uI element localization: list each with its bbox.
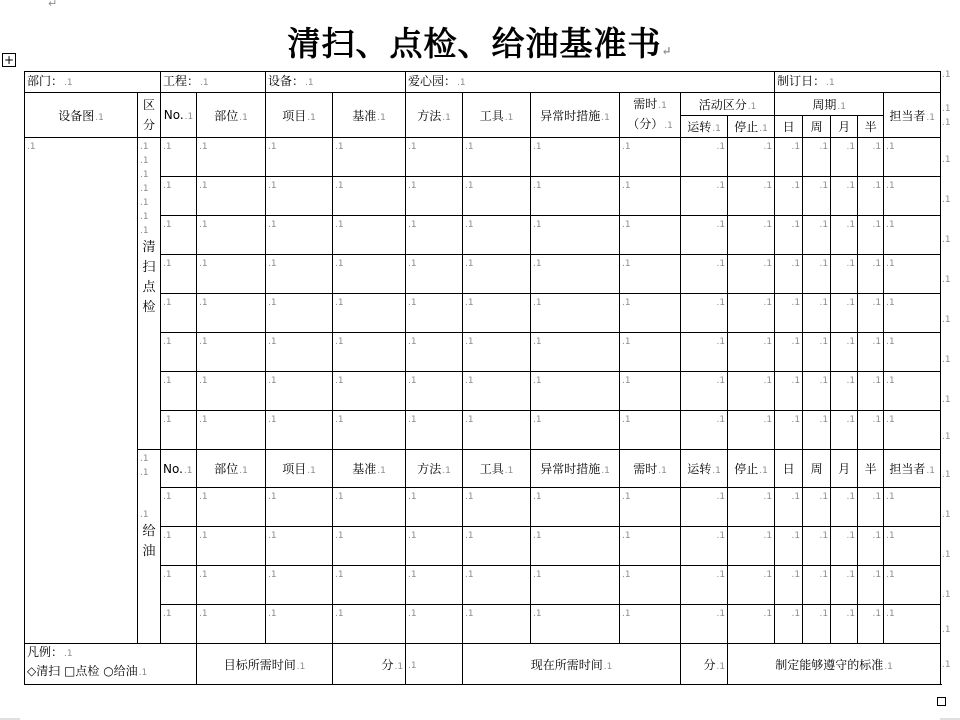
row-end-mark: .1	[942, 275, 951, 285]
cell[interactable]: .1	[803, 216, 831, 255]
oil-tool-header: 工具.1	[463, 450, 531, 488]
cell[interactable]: .1	[463, 216, 531, 255]
cell[interactable]: .1	[406, 605, 463, 644]
oil-item-header: 项目.1	[266, 450, 333, 488]
cell[interactable]: .1	[775, 411, 803, 450]
oil-stop-header: 停止.1	[728, 450, 775, 488]
table-row	[25, 566, 941, 605]
no-header: No..1	[161, 93, 197, 138]
cell[interactable]: .1	[884, 255, 941, 294]
cell[interactable]: .1	[266, 255, 333, 294]
cell[interactable]: .1	[161, 527, 197, 566]
oil-day-header: 日	[775, 450, 803, 488]
tool-header: 工具.1	[463, 93, 531, 138]
legend-title: 凡例：	[27, 645, 64, 659]
cell[interactable]: .1	[831, 216, 858, 255]
cell[interactable]: .1	[803, 411, 831, 450]
oil-header-row	[25, 450, 941, 488]
oil-no-header: No..1	[161, 450, 197, 488]
cell[interactable]: .1	[161, 605, 197, 644]
cell[interactable]: .1	[884, 372, 941, 411]
cell[interactable]: .1	[333, 605, 406, 644]
week-header: 周	[803, 116, 831, 138]
cell[interactable]: .1	[728, 255, 775, 294]
cell[interactable]: .1	[681, 138, 728, 177]
cell[interactable]: .1	[884, 333, 941, 372]
cell[interactable]: .1	[266, 294, 333, 333]
cell[interactable]: .1	[858, 411, 884, 450]
oil-half-header: 半	[858, 450, 884, 488]
cell[interactable]: .1	[884, 566, 941, 605]
oil-month-header: 月	[831, 450, 858, 488]
current-time-label: 现在所需时间.1	[463, 644, 681, 685]
cell[interactable]: .1	[831, 488, 858, 527]
oil-abnormal-header: 异常时措施.1	[531, 450, 620, 488]
cell[interactable]: .1	[681, 566, 728, 605]
cycle-header: 周期.1	[775, 93, 884, 116]
paragraph-mark: ↵	[48, 0, 58, 10]
cell[interactable]: .1	[197, 255, 266, 294]
cell[interactable]: .1	[197, 138, 266, 177]
row-end-mark: .1	[942, 550, 951, 560]
cell[interactable]: .1	[681, 527, 728, 566]
cell[interactable]: .1	[620, 527, 681, 566]
cell[interactable]: .1	[266, 411, 333, 450]
cell[interactable]: .1	[775, 527, 803, 566]
cell[interactable]: .1	[463, 488, 531, 527]
cell[interactable]: .1	[463, 411, 531, 450]
table-row	[25, 216, 941, 255]
cell[interactable]: .1	[197, 294, 266, 333]
row-end-mark: .1	[942, 660, 951, 670]
cell[interactable]: .1	[406, 255, 463, 294]
table-row	[25, 605, 941, 644]
cell[interactable]: .1	[197, 333, 266, 372]
abnormal-measure-header: 异常时措施.1	[531, 93, 620, 138]
row-end-mark: .1	[942, 235, 951, 245]
cell[interactable]: .1	[333, 138, 406, 177]
current-time-value[interactable]: 分.1	[681, 644, 728, 685]
cell[interactable]: .1	[858, 294, 884, 333]
dept-cell[interactable]: 部门：.1	[25, 72, 161, 93]
cell[interactable]: .1	[333, 411, 406, 450]
table-row	[25, 411, 941, 450]
cell[interactable]: .1	[197, 411, 266, 450]
oil-running-header: 运转.1	[681, 450, 728, 488]
cell[interactable]: .1	[858, 255, 884, 294]
adopt-area-cell[interactable]: 爱心园：.1	[406, 72, 775, 93]
cell[interactable]: .1	[266, 138, 333, 177]
cell[interactable]: .1	[728, 566, 775, 605]
cell[interactable]: .1	[831, 372, 858, 411]
cell[interactable]: .1	[266, 488, 333, 527]
method-header: 方法.1	[406, 93, 463, 138]
time-header: 需时.1 （分）.1	[620, 93, 681, 138]
oil-week-header: 周	[803, 450, 831, 488]
cell[interactable]: .1	[463, 605, 531, 644]
cell[interactable]: .1	[775, 216, 803, 255]
cell[interactable]: .1	[620, 372, 681, 411]
meta-row	[25, 72, 941, 93]
row-end-mark: .1	[942, 315, 951, 325]
cell[interactable]: .1	[831, 177, 858, 216]
half-header: 半	[858, 116, 884, 138]
cell[interactable]: .1	[803, 566, 831, 605]
cell[interactable]: .1	[161, 411, 197, 450]
cell[interactable]: .1	[775, 605, 803, 644]
cell[interactable]: .1	[333, 488, 406, 527]
activity-division-header: 活动区分.1	[681, 93, 775, 116]
cell[interactable]: .1	[333, 527, 406, 566]
cell[interactable]: .1	[858, 566, 884, 605]
cell[interactable]: .1	[884, 138, 941, 177]
cell[interactable]: .1	[161, 372, 197, 411]
cell[interactable]: .1	[681, 488, 728, 527]
row-end-mark: .1	[942, 510, 951, 520]
owner-header: 担当者.1	[884, 93, 941, 138]
inspection-standard-table	[24, 71, 941, 685]
cell[interactable]: .1	[831, 294, 858, 333]
row-end-mark: .1	[942, 470, 951, 480]
row-end-mark: .1	[942, 395, 951, 405]
cell[interactable]: .1	[531, 566, 620, 605]
cell[interactable]: .1	[531, 216, 620, 255]
cell[interactable]: .1	[620, 177, 681, 216]
cell[interactable]: .1	[531, 138, 620, 177]
cell[interactable]: .1	[406, 411, 463, 450]
cell[interactable]: .1	[858, 488, 884, 527]
cell[interactable]: .1	[620, 488, 681, 527]
cell[interactable]: .1	[728, 372, 775, 411]
cell[interactable]: .1	[681, 255, 728, 294]
cell[interactable]: .1	[463, 294, 531, 333]
cell[interactable]: .1	[858, 372, 884, 411]
cell[interactable]: .1	[884, 605, 941, 644]
cell[interactable]: .1	[406, 216, 463, 255]
cell[interactable]: .1	[831, 333, 858, 372]
clean-inspect-section: .1 .1 .1 .1 .1 .1 .1 清扫点检	[138, 138, 161, 450]
table-row	[25, 177, 941, 216]
clean-inspect-label: 清扫点检	[142, 240, 156, 315]
oil-part-header: 部位.1	[197, 450, 266, 488]
cell[interactable]: .1	[161, 138, 197, 177]
date-cell[interactable]: 制订日：.1	[775, 72, 941, 93]
cell[interactable]: .1	[161, 488, 197, 527]
cell[interactable]: .1	[728, 333, 775, 372]
process-cell[interactable]: 工程：.1	[161, 72, 266, 93]
cell[interactable]: .1	[831, 138, 858, 177]
cell[interactable]: .1	[775, 372, 803, 411]
standard-header: 基准.1	[333, 93, 406, 138]
cell[interactable]: .1	[197, 566, 266, 605]
table-row	[25, 488, 941, 527]
cell[interactable]: .1	[803, 333, 831, 372]
cell[interactable]: .1	[858, 527, 884, 566]
row-end-mark: .1	[942, 195, 951, 205]
cell[interactable]: .1	[161, 294, 197, 333]
cell[interactable]: .1	[197, 177, 266, 216]
cell[interactable]: .1	[858, 333, 884, 372]
cell[interactable]: .1	[728, 411, 775, 450]
month-header: 月	[831, 116, 858, 138]
target-time-value[interactable]: 分.1	[333, 644, 406, 685]
cell[interactable]: .1	[406, 333, 463, 372]
cell[interactable]: .1	[197, 605, 266, 644]
cell[interactable]: .1	[775, 294, 803, 333]
table-row	[25, 527, 941, 566]
cell[interactable]: .1	[266, 527, 333, 566]
cell[interactable]: .1	[161, 566, 197, 605]
cell[interactable]: .1	[463, 333, 531, 372]
cell[interactable]: .1	[531, 527, 620, 566]
cell[interactable]: .1	[406, 177, 463, 216]
cell[interactable]: .1	[531, 372, 620, 411]
legend-items: ◇清扫 □点检 ○给油	[27, 664, 138, 678]
table-resize-handle[interactable]	[937, 697, 946, 706]
standard-note: 制定能够遵守的标准.1	[728, 644, 941, 685]
cell[interactable]: .1	[831, 566, 858, 605]
cell[interactable]: .1	[831, 411, 858, 450]
cell[interactable]: .1	[620, 294, 681, 333]
oil-standard-header: 基准.1	[333, 450, 406, 488]
cell[interactable]: .1	[463, 372, 531, 411]
cell[interactable]: .1	[775, 333, 803, 372]
cell[interactable]: .1	[884, 294, 941, 333]
cell[interactable]: .1	[728, 527, 775, 566]
cell[interactable]: .1	[266, 372, 333, 411]
cell[interactable]: .1	[831, 605, 858, 644]
cell[interactable]: .1	[884, 527, 941, 566]
cell[interactable]: .1	[858, 216, 884, 255]
cell[interactable]: .1	[463, 527, 531, 566]
cell[interactable]: .1	[531, 177, 620, 216]
cell[interactable]: .1	[620, 605, 681, 644]
cell[interactable]: .1	[463, 138, 531, 177]
cell[interactable]: .1	[858, 177, 884, 216]
cell[interactable]: .1	[803, 255, 831, 294]
cell[interactable]: .1	[161, 216, 197, 255]
cell[interactable]: .1	[803, 372, 831, 411]
cell[interactable]: .1	[463, 566, 531, 605]
cell[interactable]: .1	[620, 138, 681, 177]
cell[interactable]: .1	[406, 527, 463, 566]
cell[interactable]: .1	[620, 216, 681, 255]
cell[interactable]: .1	[728, 138, 775, 177]
cell[interactable]: .1	[681, 372, 728, 411]
equip-diagram-area[interactable]: .1	[25, 138, 138, 644]
cell[interactable]: .1	[681, 411, 728, 450]
table-move-handle-icon[interactable]: +	[3, 53, 15, 67]
division-header: 区分	[138, 93, 161, 138]
cell[interactable]: .1	[775, 488, 803, 527]
target-time-extra[interactable]: .1	[406, 644, 463, 685]
row-end-mark: .1	[942, 355, 951, 365]
cell[interactable]: .1	[728, 294, 775, 333]
cell[interactable]: .1	[161, 333, 197, 372]
day-header: 日	[775, 116, 803, 138]
cell[interactable]: .1	[775, 177, 803, 216]
cell[interactable]: .1	[333, 372, 406, 411]
header-row	[25, 93, 941, 116]
cell[interactable]: .1	[831, 527, 858, 566]
cell[interactable]: .1	[681, 216, 728, 255]
cell[interactable]: .1	[406, 488, 463, 527]
cell[interactable]: .1	[161, 177, 197, 216]
cell[interactable]: .1	[197, 527, 266, 566]
cell[interactable]: .1	[728, 216, 775, 255]
cell[interactable]: .1	[775, 566, 803, 605]
part-header: 部位.1	[197, 93, 266, 138]
cell[interactable]: .1	[531, 488, 620, 527]
cell[interactable]: .1	[620, 566, 681, 605]
oil-time-header: 需时.1	[620, 450, 681, 488]
row-end-mark: .1	[942, 118, 951, 128]
cell[interactable]: .1	[803, 177, 831, 216]
cell[interactable]: .1	[858, 138, 884, 177]
document-title: 清扫、点检、给油基准书↵	[287, 24, 673, 63]
cell[interactable]: .1	[333, 177, 406, 216]
item-header: 项目.1	[266, 93, 333, 138]
cell[interactable]: .1	[266, 216, 333, 255]
oil-label: 给油	[142, 524, 156, 559]
cell[interactable]: .1	[406, 294, 463, 333]
cell[interactable]: .1	[681, 333, 728, 372]
cell[interactable]: .1	[803, 527, 831, 566]
table-row	[25, 333, 941, 372]
cell[interactable]: .1	[463, 255, 531, 294]
cell[interactable]: .1	[775, 255, 803, 294]
cell[interactable]: .1	[620, 333, 681, 372]
cell[interactable]: .1	[531, 255, 620, 294]
cell[interactable]: .1	[333, 294, 406, 333]
cell[interactable]: .1	[333, 216, 406, 255]
cell[interactable]: .1	[884, 411, 941, 450]
legend-cell: 凡例：.1 ◇清扫 □点检 ○给油.1	[25, 644, 197, 685]
cell[interactable]: .1	[406, 138, 463, 177]
table-row	[25, 138, 941, 177]
oil-method-header: 方法.1	[406, 450, 463, 488]
equip-diagram-header: 设备图.1	[25, 93, 138, 138]
row-end-mark: .1	[942, 104, 951, 114]
cell[interactable]: .1	[884, 216, 941, 255]
row-end-mark: .1	[942, 590, 951, 600]
cell[interactable]: .1	[333, 333, 406, 372]
oil-owner-header: 担当者.1	[884, 450, 941, 488]
cell[interactable]: .1	[266, 605, 333, 644]
cell[interactable]: .1	[406, 372, 463, 411]
cell[interactable]: .1	[803, 605, 831, 644]
cell[interactable]: .1	[884, 177, 941, 216]
oil-section: .1 .1 .1 给油	[138, 450, 161, 644]
table-row	[25, 255, 941, 294]
cell[interactable]: .1	[884, 488, 941, 527]
cell[interactable]: .1	[197, 488, 266, 527]
cell[interactable]: .1	[803, 138, 831, 177]
cell[interactable]: .1	[266, 566, 333, 605]
row-end-mark: .1	[942, 625, 951, 635]
cell[interactable]: .1	[831, 255, 858, 294]
cell[interactable]: .1	[531, 294, 620, 333]
row-end-mark: .1	[942, 155, 951, 165]
page-bottom-strip	[0, 715, 960, 720]
cell[interactable]: .1	[197, 216, 266, 255]
cell[interactable]: .1	[266, 333, 333, 372]
cell[interactable]: .1	[681, 294, 728, 333]
cell[interactable]: .1	[531, 333, 620, 372]
stop-header: 停止.1	[728, 116, 775, 138]
cell[interactable]: .1	[803, 488, 831, 527]
cell[interactable]: .1	[333, 566, 406, 605]
cell[interactable]: .1	[266, 177, 333, 216]
cell[interactable]: .1	[803, 294, 831, 333]
cell[interactable]: .1	[620, 411, 681, 450]
cell[interactable]: .1	[728, 177, 775, 216]
cell[interactable]: .1	[406, 566, 463, 605]
cell[interactable]: .1	[681, 177, 728, 216]
table-row	[25, 372, 941, 411]
cell[interactable]: .1	[775, 138, 803, 177]
cell[interactable]: .1	[728, 605, 775, 644]
running-header: 运转.1	[681, 116, 728, 138]
cell[interactable]: .1	[197, 372, 266, 411]
cell[interactable]: .1	[463, 177, 531, 216]
equipment-cell[interactable]: 设备：.1	[266, 72, 406, 93]
cell[interactable]: .1	[161, 255, 197, 294]
table-row	[25, 294, 941, 333]
target-time-label: 目标所需时间.1	[197, 644, 333, 685]
cell[interactable]: .1	[333, 255, 406, 294]
footer-row	[25, 644, 941, 685]
cell[interactable]: .1	[858, 605, 884, 644]
cell[interactable]: .1	[620, 255, 681, 294]
cell[interactable]: .1	[728, 488, 775, 527]
cell[interactable]: .1	[531, 411, 620, 450]
row-end-mark: .1	[942, 70, 951, 80]
cell[interactable]: .1	[531, 605, 620, 644]
row-end-mark: .1	[942, 432, 951, 442]
cell[interactable]: .1	[681, 605, 728, 644]
paragraph-mark: ↵	[661, 44, 673, 58]
